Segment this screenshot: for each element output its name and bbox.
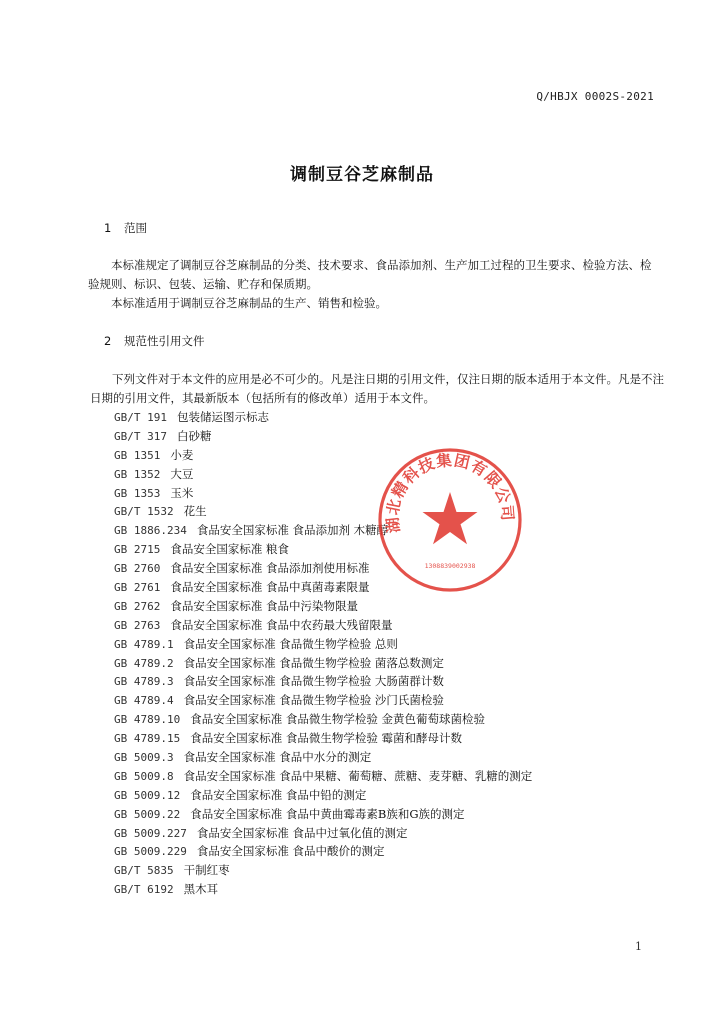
reference-code: GB 2762 [114, 599, 161, 613]
reference-item [114, 710, 532, 729]
reference-title: 黑木耳 [183, 882, 219, 897]
reference-code: GB/T 191 [114, 411, 167, 424]
reference-item [114, 691, 532, 710]
reference-title: 食品安全国家标准 食品微生物学检验 金黄色葡萄球菌检验 [190, 712, 486, 727]
reference-code: GB 2760 [114, 562, 161, 576]
reference-item [114, 616, 532, 635]
reference-item [114, 672, 532, 691]
reference-code: GB 4789.2 [114, 656, 174, 670]
reference-item [114, 880, 532, 899]
reference-code: GB/T 317 [114, 429, 167, 443]
standard-code: Q/HBJX 0002S-2021 [536, 90, 654, 103]
reference-code: GB 2763 [114, 618, 161, 632]
reference-item [114, 805, 532, 824]
reference-title: 食品安全国家标准 食品中果糖、葡萄糖、蔗糖、麦芽糖、乳糖的测定 [183, 768, 533, 783]
reference-code: GB 5009.229 [114, 845, 187, 859]
seal-company-text: 湖北精科技集团有限公司 [383, 451, 517, 534]
reference-title: 玉米 [170, 485, 194, 500]
section-1-paragraph-1: 本标准规定了调制豆谷芝麻制品的分类、技术要求、食品添加剂、生产加工过程的卫生要求、检验方法、检验规则、标识、包装、运输、贮存和保质期。 [88, 258, 652, 291]
section-2-heading [104, 333, 205, 349]
reference-title: 食品安全国家标准 食品中水分的测定 [183, 750, 372, 765]
section-1-paragraph-2: 本标准适用于调制豆谷芝麻制品的生产、销售和检验。 [111, 296, 387, 310]
reference-item [114, 729, 532, 748]
reference-title: 食品安全国家标准 食品中酸价的测定 [196, 844, 385, 859]
reference-title: 食品安全国家标准 粮食 [170, 542, 290, 557]
section-1-number: 1 [104, 221, 112, 235]
reference-code: GB 5009.22 [114, 807, 181, 821]
reference-item [114, 842, 532, 861]
reference-title: 食品安全国家标准 食品中真菌毒素限量 [170, 580, 370, 595]
reference-title: 干制红枣 [183, 863, 230, 878]
reference-item [114, 635, 532, 654]
reference-title: 白砂糖 [176, 428, 212, 443]
section-2-intro: 下列文件对于本文件的应用是必不可少的。凡是注日期的引用文件，仅注日期的版本适用于本文件。凡是不注日期的引用文件，其最新版本（包括所有的修改单）适用于本文件。 [90, 372, 664, 405]
reference-item [114, 427, 532, 446]
reference-code: GB 1351 [114, 448, 161, 462]
reference-title: 食品安全国家标准 食品中黄曲霉毒素B族和G族的测定 [190, 806, 465, 821]
reference-code: GB 1886.234 [114, 524, 187, 538]
reference-code: GB 4789.10 [114, 713, 181, 727]
reference-item [114, 597, 532, 616]
reference-code: GB 2761 [114, 581, 161, 595]
section-1-title: 范围 [124, 221, 147, 235]
document-title: 调制豆谷芝麻制品 [290, 165, 434, 185]
reference-code: GB/T 1532 [114, 505, 174, 519]
reference-code: GB 4789.4 [114, 694, 174, 708]
section-2-title: 规范性引用文件 [124, 334, 205, 348]
seal-serial: 1308839002938 [424, 562, 476, 570]
reference-title: 食品安全国家标准 食品中污染物限量 [170, 598, 359, 613]
page-number: 1 [635, 940, 642, 953]
reference-item [114, 786, 532, 805]
reference-title: 包装储运图示标志 [176, 410, 269, 424]
reference-item [114, 824, 532, 843]
reference-title: 食品安全国家标准 食品中农药最大残留限量 [170, 617, 393, 632]
reference-title: 食品安全国家标准 食品添加剂 木糖醇 [196, 523, 389, 538]
reference-title: 小麦 [170, 447, 194, 462]
reference-title: 食品安全国家标准 食品微生物学检验 总则 [183, 636, 398, 651]
reference-code: GB 5009.12 [114, 788, 181, 802]
reference-title: 花生 [183, 504, 207, 519]
reference-code: GB/T 6192 [114, 883, 174, 897]
reference-title: 食品安全国家标准 食品添加剂使用标准 [170, 561, 370, 576]
reference-title: 食品安全国家标准 食品中铅的测定 [190, 787, 367, 802]
company-seal-stamp [376, 446, 524, 594]
reference-code: GB 2715 [114, 543, 161, 557]
reference-code: GB 5009.3 [114, 751, 174, 765]
reference-title: 食品安全国家标准 食品微生物学检验 沙门氏菌检验 [183, 693, 444, 708]
reference-code: GB 1353 [114, 486, 161, 500]
reference-code: GB/T 5835 [114, 864, 174, 878]
section-1-heading [104, 220, 147, 236]
reference-code: GB 5009.8 [114, 769, 174, 783]
section-2-number: 2 [104, 334, 112, 348]
reference-code: GB 5009.227 [114, 826, 187, 840]
reference-title: 食品安全国家标准 食品微生物学检验 大肠菌群计数 [183, 674, 444, 689]
reference-title: 食品安全国家标准 食品中过氧化值的测定 [196, 825, 408, 840]
reference-code: GB 4789.15 [114, 732, 181, 746]
seal-star-icon [423, 492, 478, 544]
reference-title: 食品安全国家标准 食品微生物学检验 霉菌和酵母计数 [190, 731, 463, 746]
reference-item [114, 748, 532, 767]
reference-item [114, 408, 532, 427]
reference-code: GB 4789.1 [114, 637, 174, 651]
reference-title: 食品安全国家标准 食品微生物学检验 菌落总数测定 [183, 655, 444, 670]
reference-code: GB 1352 [114, 467, 161, 481]
reference-title: 大豆 [170, 466, 194, 481]
reference-item [114, 767, 532, 786]
reference-code: GB 4789.3 [114, 675, 174, 689]
reference-item [114, 861, 532, 880]
reference-item [114, 654, 532, 673]
